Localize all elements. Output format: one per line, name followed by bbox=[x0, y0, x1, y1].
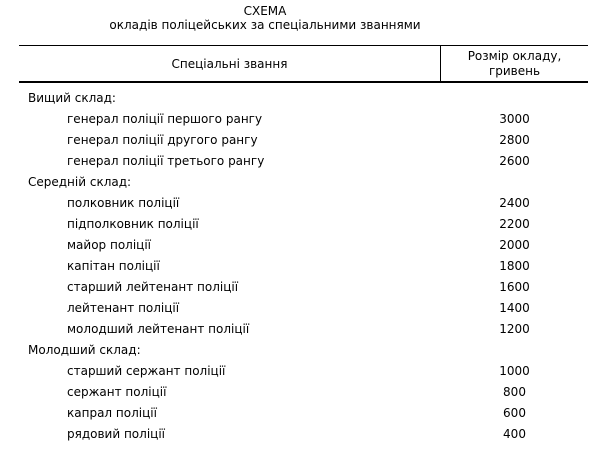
rank-label: капрал поліції bbox=[67, 405, 157, 420]
header-col-salary-line1: Розмір окладу, bbox=[467, 49, 562, 63]
salary-table bbox=[19, 45, 588, 444]
rank-label: полковник поліції bbox=[67, 195, 180, 210]
rank-label: лейтенант поліції bbox=[67, 300, 180, 315]
salary-value: 1600 bbox=[499, 279, 530, 294]
table-row bbox=[19, 87, 588, 108]
salary-value: 1800 bbox=[499, 258, 530, 273]
rank-label: старший сержант поліції bbox=[67, 363, 226, 378]
salary-value: 800 bbox=[503, 384, 526, 399]
document-title bbox=[0, 4, 530, 32]
table-row bbox=[19, 276, 588, 297]
rank-label: капітан поліції bbox=[67, 258, 160, 273]
table-row bbox=[19, 171, 588, 192]
salary-value: 1200 bbox=[499, 321, 530, 336]
rank-label: генерал поліції першого рангу bbox=[67, 111, 263, 126]
table-row bbox=[19, 381, 588, 402]
salary-value: 2600 bbox=[499, 153, 530, 168]
table-row bbox=[19, 213, 588, 234]
table-row bbox=[19, 402, 588, 423]
salary-value: 2800 bbox=[499, 132, 530, 147]
table-row bbox=[19, 108, 588, 129]
table-header bbox=[19, 45, 588, 83]
table-row bbox=[19, 129, 588, 150]
table-body bbox=[19, 83, 588, 444]
rank-label: підполковник поліції bbox=[67, 216, 199, 231]
table-row bbox=[19, 234, 588, 255]
table-row bbox=[19, 192, 588, 213]
table-row bbox=[19, 318, 588, 339]
table-row bbox=[19, 255, 588, 276]
salary-value: 1000 bbox=[499, 363, 530, 378]
salary-value: 1400 bbox=[499, 300, 530, 315]
header-col-ranks: Спеціальні звання bbox=[19, 46, 441, 81]
table-row bbox=[19, 360, 588, 381]
group-label: Вищий склад: bbox=[28, 90, 116, 105]
salary-value: 2400 bbox=[499, 195, 530, 210]
rank-label: сержант поліції bbox=[67, 384, 167, 399]
table-row bbox=[19, 423, 588, 444]
page-title: СХЕМА bbox=[243, 4, 287, 18]
salary-value: 2200 bbox=[499, 216, 530, 231]
table-row bbox=[19, 339, 588, 360]
salary-value: 400 bbox=[503, 426, 526, 441]
rank-label: майор поліції bbox=[67, 237, 152, 252]
rank-label: молодший лейтенант поліції bbox=[67, 321, 250, 336]
rank-label: генерал поліції третього рангу bbox=[67, 153, 265, 168]
rank-label: старший лейтенант поліції bbox=[67, 279, 239, 294]
salary-value: 2000 bbox=[499, 237, 530, 252]
header-col-salary bbox=[441, 46, 588, 81]
header-col-salary-line2: гривень bbox=[488, 64, 541, 78]
salary-value: 3000 bbox=[499, 111, 530, 126]
group-label: Молодший склад: bbox=[28, 342, 141, 357]
page-subtitle: окладів поліцейських за спеціальними званнями bbox=[109, 18, 421, 32]
rank-label: генерал поліції другого рангу bbox=[67, 132, 258, 147]
table-row bbox=[19, 297, 588, 318]
group-label: Середній склад: bbox=[28, 174, 132, 189]
salary-value: 600 bbox=[503, 405, 526, 420]
table-row bbox=[19, 150, 588, 171]
rank-label: рядовий поліції bbox=[67, 426, 165, 441]
